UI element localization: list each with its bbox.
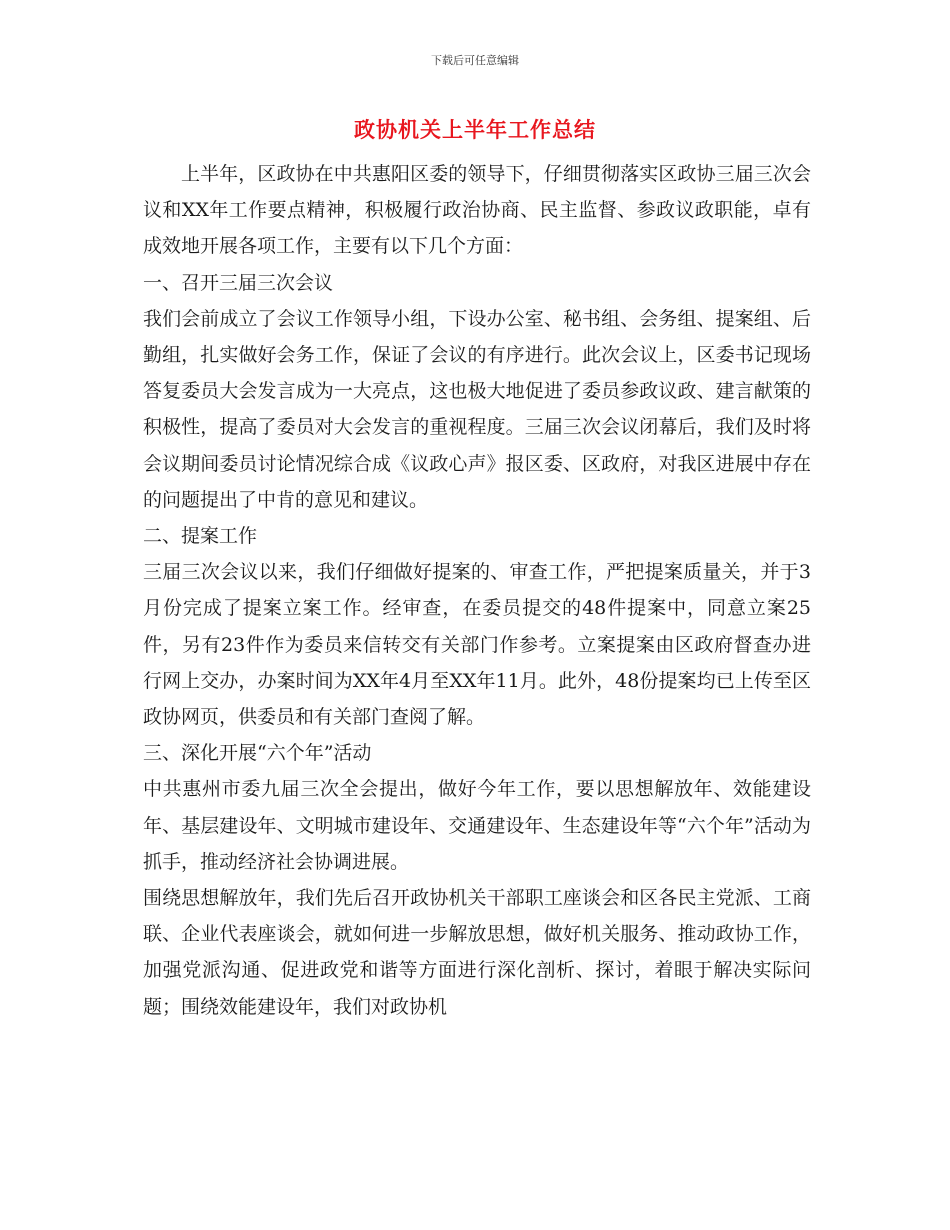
paragraph-intro: 上半年，区政协在中共惠阳区委的领导下，仔细贯彻落实区政协三届三次会议和XX年工作要点精神，积极履行政治协商、民主监督、参政议政职能，卓有成效地开展各项工作，主要有以下几个方面： xyxy=(143,163,811,258)
paragraph-session: 我们会前成立了会议工作领导小组，下设办公室、秘书组、会务组、提案组、后勤组，扎实做好会务工作，保证了会议的有序进行。此次会议上，区委书记现场答复委员大会发言成为一大亮点，这也极大地促进了委员参政议政、建言献策的积极性，提高了委员对大会发言的重视程度。三届三次会议闭幕后，我们及时将会议期间委员讨论情况综合成《议政心声》报区委、区政府，对我区进展中存在的问题提出了中肯的意见和建议。 xyxy=(143,307,811,511)
paragraph-proposals: 三届三次会议以来，我们仔细做好提案的、审查工作，严把提案质量关，并于3月份完成了提案立案工作。经审查，在委员提交的48件提案中，同意立案25件，另有23件作为委员来信转交有关部门作参考。立案提案由区政府督查办进行网上交办，办案时间为XX年4月至XX年11月。此外，48份提案均已上传至区政协网页，供委员和有关部门查阅了解。 xyxy=(143,561,811,729)
section-heading-2: 二、提案工作 xyxy=(143,525,258,548)
page-header-note: 下载后可任意编辑 xyxy=(431,54,519,67)
paragraph-six-years: 中共惠州市委九届三次全会提出，做好今年工作，要以思想解放年、效能建设年、基层建设年、文明城市建设年、交通建设年、生态建设年等“六个年”活动为抓手，推动经济社会协调进展。 xyxy=(143,778,811,873)
document-title: 政协机关上半年工作总结 xyxy=(354,118,596,142)
document-body xyxy=(143,156,811,1025)
section-heading-3: 三、深化开展“六个年”活动 xyxy=(143,742,372,765)
section-heading-1: 一、召开三届三次会议 xyxy=(143,271,334,294)
paragraph-thought-liberation: 围绕思想解放年，我们先后召开政协机关干部职工座谈会和区各民主党派、工商联、企业代表座谈会，就如何进一步解放思想，做好机关服务、推动政协工作，加强党派沟通、促进政党和谐等方面进行深化剖析、探讨，着眼于解决实际问题；围绕效能建设年，我们对政协机 xyxy=(143,887,811,1018)
